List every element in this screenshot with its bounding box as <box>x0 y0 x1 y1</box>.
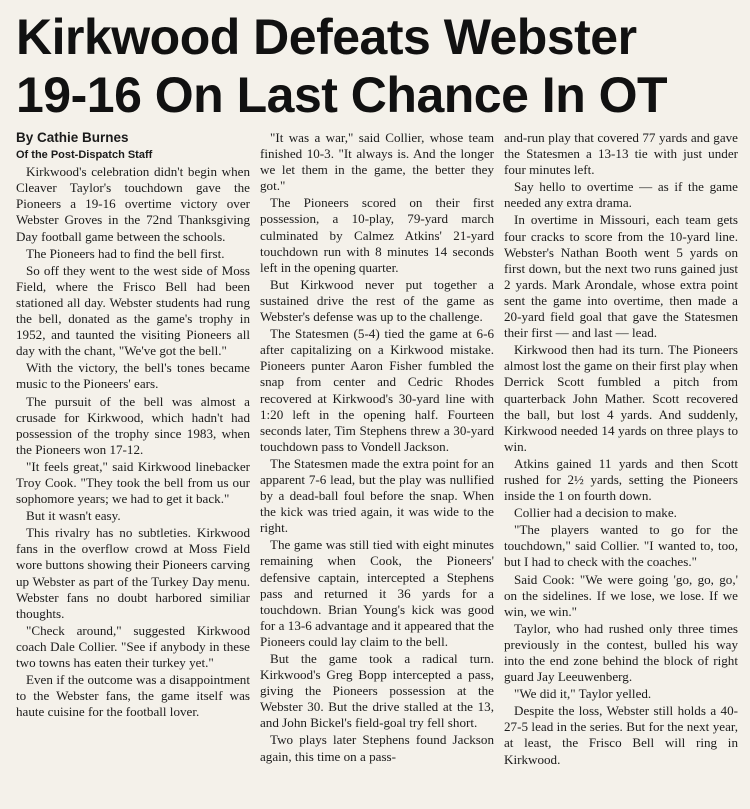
paragraph: The game was still tied with eight minutes remaining when Cook, the Pioneers' defensive captain, intercepted a Stephens pass and returned it 36 yards for a touchdown. Brian Young's kick was good for a 13-6 advantage and it appeared that the Pioneers could lay claim to the bell. <box>260 537 494 649</box>
paragraph: The Statesmen (5-4) tied the game at 6-6 after capitalizing on a Kirkwood mistake. Pioneers punter Aaron Fisher fumbled the snap from center and Cedric Rhodes recovered at Kirkwood's 30-yard line with 1:20 left in the opening half. Fourteen seconds later, Tim Stephens threw a 30-yard touchdown pass to Vondell Jackson. <box>260 326 494 454</box>
paragraph: Atkins gained 11 yards and then Scott rushed for 2½ yards, setting the Pioneers inside the 1 on fourth down. <box>504 455 738 504</box>
paragraph: Even if the outcome was a disappointment to the Webster fans, the game itself was haute cuisine for the football lover. <box>16 672 250 720</box>
headline <box>16 8 742 124</box>
article-column-1 <box>16 130 250 769</box>
paragraph: But it wasn't easy. <box>26 508 121 524</box>
paragraph: This rivalry has no subtleties. Kirkwood fans in the overflow crowd at Moss Field wore buttons showing their Pioneers carving up Webster as part of the Turkey Day menu. Webster fans no doubt harbored similiar thoughts. <box>16 525 250 621</box>
paragraph: The Statesmen made the extra point for an apparent 7-6 lead, but the play was nullified by a dead-ball foul before the snap. When the kick was tried again, it was wide to the right. <box>260 455 494 536</box>
paragraph: In overtime in Missouri, each team gets four cracks to score from the 10-yard line. Webster's Nathan Booth went 5 yards on first down, but the next two runs gained just 2 yards. Mark Arondale, whose extra point sent the game into overtime, then made a 20-yard field goal that gave the Statesmen their first — and last — lead. <box>504 212 738 341</box>
paragraph: and-run play that covered 77 yards and gave the Statesmen a 13-13 tie with just under four minutes left. <box>504 130 738 178</box>
headline-line-1: Kirkwood Defeats Webster <box>16 9 637 65</box>
paragraph: So off they went to the west side of Moss Field, where the Frisco Bell had been stationed all day. Webster students had rung the bell, donated as the game's trophy in 1952, and taunted the visiting Pioneers all day with the chant, "We've got the bell." <box>16 262 250 359</box>
paragraph: Two plays later Stephens found Jackson again, this time on a pass- <box>260 732 494 764</box>
paragraph: Despite the loss, Webster still holds a 40-27-5 lead in the series. But for the next year, at least, the Frisco Bell will ring in Kirkwood. <box>504 703 738 767</box>
paragraph: But the game took a radical turn. Kirkwood's Greg Bopp intercepted a pass, giving the Pioneers possession at the Webster 30. But the drive stalled at the 13, and John Bickel's field-goal try fell short. <box>260 651 494 731</box>
paragraph: The Pioneers scored on their first possession, a 10-play, 79-yard march culminated by Calmez Atkins' 21-yard touchdown run with 8 minutes 14 seconds left in the opening quarter. <box>260 195 494 275</box>
paragraph: Taylor, who had rushed only three times previously in the contest, bulled his way into the end zone behind the block of right guard Jay Leeuwenberg. <box>504 620 738 685</box>
paragraph: The pursuit of the bell was almost a crusade for Kirkwood, which hadn't had possession of the trophy since 1983, when the Pioneers won 17-12. <box>16 393 250 457</box>
paragraph: "It feels great," said Kirkwood linebacker Troy Cook. "They took the bell from us our sophomore years; we had to get it back." <box>16 458 250 507</box>
paragraph: "Check around," suggested Kirkwood coach Dale Collier. "See if anybody in these two towns has eaten their turkey yet." <box>16 622 250 670</box>
paragraph: "The players wanted to go for the touchdown," said Collier. "I wanted to, too, but I had to check with the coaches." <box>504 522 738 570</box>
paragraph: Collier had a decision to make. <box>514 505 677 521</box>
paragraph: Said Cook: "We were going 'go, go, go,' on the sidelines. If we lose, we lose. If we win, we win." <box>504 571 738 619</box>
article-column-2 <box>260 130 494 769</box>
paragraph: But Kirkwood never put together a sustained drive the rest of the game as Webster's defense was up to the challenge. <box>260 276 494 325</box>
paragraph: Kirkwood's celebration didn't begin when Cleaver Taylor's touchdown gave the Pioneers a 19-16 overtime victory over Webster Groves in the 72nd Thanksgiving Day football game between the schools. <box>16 164 250 244</box>
paragraph: "We did it," Taylor yelled. <box>514 686 652 702</box>
byline-affiliation: Of the Post-Dispatch Staff <box>16 149 153 162</box>
article-columns <box>16 130 742 769</box>
paragraph: The Pioneers had to find the bell first. <box>26 245 225 261</box>
article-column-3 <box>504 130 738 769</box>
byline: By Cathie Burnes <box>16 130 129 145</box>
headline-line-2: 19-16 On Last Chance In OT <box>16 67 668 123</box>
paragraph: Say hello to overtime — as if the game needed any extra drama. <box>504 179 738 211</box>
paragraph: "It was a war," said Collier, whose team finished 10-3. "It always is. And the longer we let them in the game, the better they got." <box>260 130 494 194</box>
paragraph: With the victory, the bell's tones became music to the Pioneers' ears. <box>16 360 250 392</box>
paragraph: Kirkwood then had its turn. The Pioneers almost lost the game on their first play when Derrick Scott fumbled a pitch from quarterback John Mather. Scott recovered the ball, but lost 4 yards. And suddenly, Kirkwood needed 14 yards on three plays to win. <box>504 342 738 454</box>
